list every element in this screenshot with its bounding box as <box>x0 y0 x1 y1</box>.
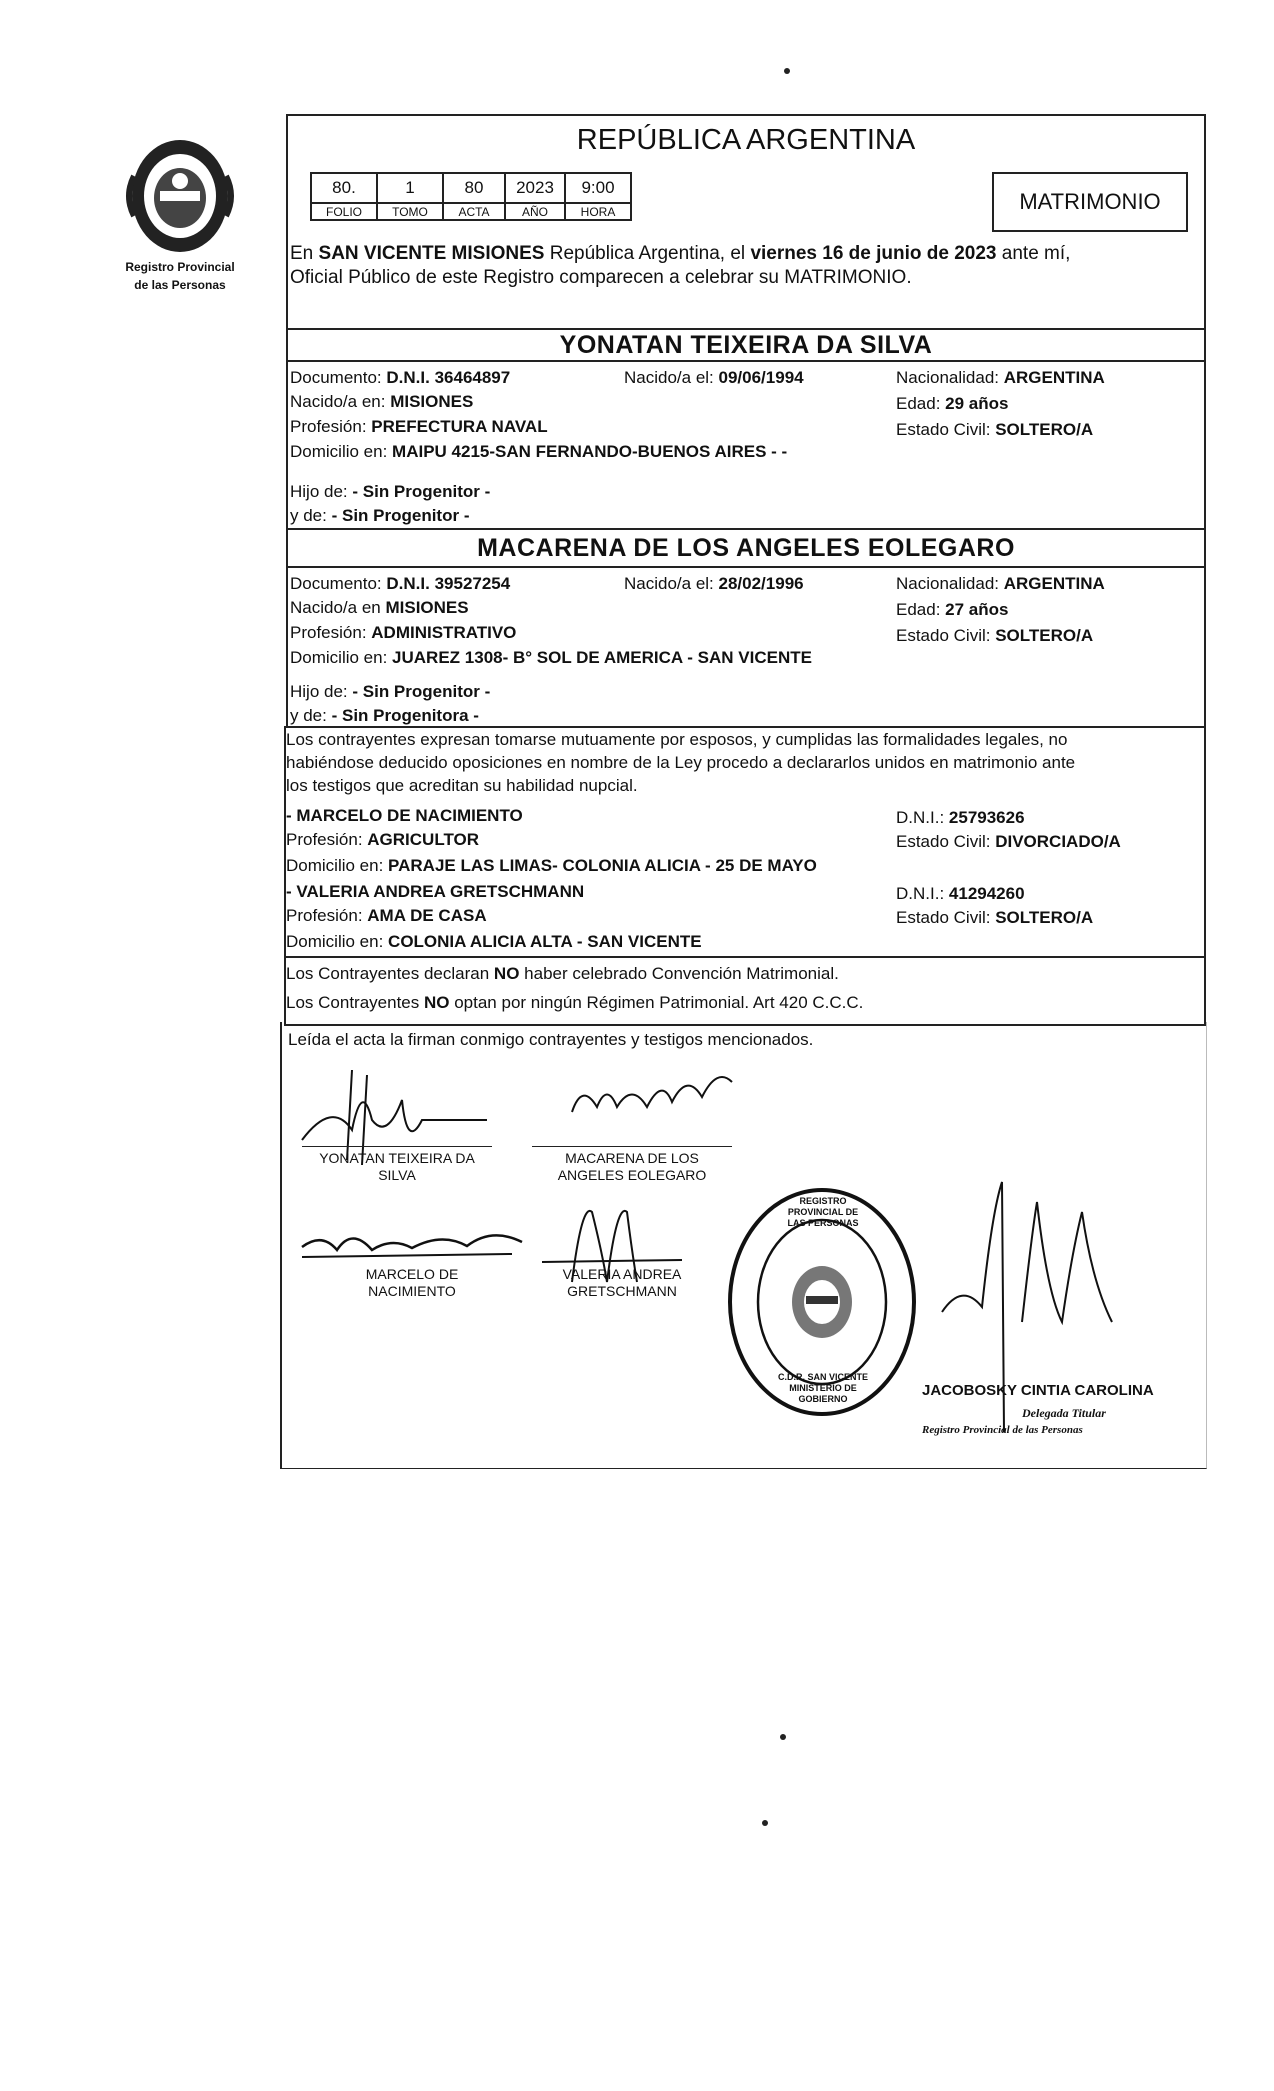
registry-name-line2: de las Personas <box>134 278 226 292</box>
witness2-dni-row: D.N.I.: 41294260 <box>896 884 1025 903</box>
witness1-prof-row: Profesión: AGRICULTOR <box>286 830 480 849</box>
party2-and-row: y de: - Sin Progenitora - <box>290 706 479 725</box>
party1-and-row: y de: - Sin Progenitor - <box>290 506 470 525</box>
header-section <box>286 114 1206 330</box>
registry-logo <box>110 136 250 292</box>
folio-value: 80. <box>311 173 377 203</box>
intro-tail: ante mí, <box>1001 243 1071 264</box>
party1-nat-row: Nacionalidad: ARGENTINA <box>896 368 1105 387</box>
party2-age-row: Edad: 27 años <box>896 600 1009 619</box>
conventions-section <box>284 956 1206 1026</box>
signature-1-line <box>302 1146 492 1147</box>
party2-civil-row: Estado Civil: SOLTERO/A <box>896 626 1094 645</box>
signature-2-line <box>532 1146 732 1147</box>
act-type-box: MATRIMONIO <box>992 172 1188 232</box>
scan-mark <box>762 1820 768 1826</box>
party2-birth-row: Nacido/a el: 28/02/1996 <box>624 574 804 593</box>
party1-born-in-row: Nacido/a en: MISIONES <box>290 392 474 411</box>
closing-text: Leída el acta la firman conmigo contrayentes y testigos mencionados. <box>288 1030 814 1049</box>
signature-area <box>280 1022 1207 1469</box>
declaration-section <box>284 726 1206 958</box>
party2-addr-row: Domicilio en: JUAREZ 1308- B° SOL DE AMERICA - SAN VICENTE <box>290 648 812 667</box>
intro-mid: República Argentina, el <box>549 243 746 264</box>
page-title: REPÚBLICA ARGENTINA <box>576 124 916 156</box>
tomo-label: TOMO <box>377 203 443 220</box>
party1-birth-row: Nacido/a el: 09/06/1994 <box>624 368 804 387</box>
party1-prof-row: Profesión: PREFECTURA NAVAL <box>290 417 548 436</box>
party2-born-in-row: Nacido/a en MISIONES <box>290 598 469 617</box>
party2-prof-row: Profesión: ADMINISTRATIVO <box>290 623 517 642</box>
signature-3-scribble <box>292 1212 532 1272</box>
tomo-value: 1 <box>377 173 443 203</box>
party1-age-row: Edad: 29 años <box>896 394 1009 413</box>
intro-place: SAN VICENTE MISIONES <box>318 243 545 264</box>
intro-paragraph <box>290 242 1200 290</box>
intro-line2: Oficial Público de este Registro comparecen a celebrar su MATRIMONIO. <box>290 267 912 288</box>
signature-3-caption: MARCELO DE NACIMIENTO <box>365 1266 459 1299</box>
hour-value: 9:00 <box>565 173 631 203</box>
party2-nat-row: Nacionalidad: ARGENTINA <box>896 574 1105 593</box>
party1-addr-row: Domicilio en: MAIPU 4215-SAN FERNANDO-BUENOS AIRES - - <box>290 442 788 461</box>
signature-1-caption: YONATAN TEIXEIRA DA SILVA <box>319 1150 475 1183</box>
witness2-addr-row: Domicilio en: COLONIA ALICIA ALTA - SAN VICENTE <box>286 932 702 951</box>
year-value: 2023 <box>505 173 565 203</box>
declaration-line2: habiéndose deducido oposiciones en nombre de la Ley procedo a declararlos unidos en matrimonio ante <box>286 753 1076 772</box>
party1-civil-row: Estado Civil: SOLTERO/A <box>896 420 1094 439</box>
witness1-name: - MARCELO DE NACIMIENTO <box>286 806 523 825</box>
signature-4-caption: VALERIA ANDREA GRETSCHMANN <box>562 1266 682 1299</box>
party2-doc-row: Documento: D.N.I. 39527254 <box>290 574 511 593</box>
acta-label: ACTA <box>443 203 505 220</box>
witness1-addr-row: Domicilio en: PARAJE LAS LIMAS- COLONIA ALICIA - 25 DE MAYO <box>286 856 817 875</box>
party1-details <box>286 360 1206 530</box>
party1-doc-row: Documento: D.N.I. 36464897 <box>290 368 511 387</box>
stamp-text-top: REGISTRO PROVINCIAL DE LAS PERSONAS <box>787 1196 859 1228</box>
official-name: JACOBOSKY CINTIA CAROLINA <box>922 1382 1154 1399</box>
witness2-prof-row: Profesión: AMA DE CASA <box>286 906 487 925</box>
official-office: Registro Provincial de las Personas <box>922 1424 1083 1436</box>
acta-value: 80 <box>443 173 505 203</box>
witness2-name: - VALERIA ANDREA GRETSCHMANN <box>286 882 585 901</box>
party2-name: MACARENA DE LOS ANGELES EOLEGARO <box>477 534 1015 562</box>
party1-name-box <box>286 328 1206 360</box>
year-label: AÑO <box>505 203 565 220</box>
hour-label: HORA <box>565 203 631 220</box>
witness2-civil-row: Estado Civil: SOLTERO/A <box>896 908 1094 927</box>
witness1-dni-row: D.N.I.: 25793626 <box>896 808 1025 827</box>
party1-child-row: Hijo de: - Sin Progenitor - <box>290 482 491 501</box>
folio-label: FOLIO <box>311 203 377 220</box>
official-role: Delegada Titular <box>1022 1406 1106 1420</box>
intro-date: viernes 16 de junio de 2023 <box>750 243 997 264</box>
party1-name: YONATAN TEIXEIRA DA SILVA <box>559 331 933 359</box>
declaration-line3: los testigos que acreditan su habilidad nupcial. <box>286 776 638 795</box>
stamp-text-bottom: C.D.R. SAN VICENTE MINISTERIO DE GOBIERNO <box>778 1372 869 1404</box>
scan-mark <box>784 68 790 74</box>
party2-child-row: Hijo de: - Sin Progenitor - <box>290 682 491 701</box>
scan-mark <box>780 1734 786 1740</box>
witness1-civil-row: Estado Civil: DIVORCIADO/A <box>896 832 1121 851</box>
conventions-line2: Los Contrayentes NO optan por ningún Régimen Patrimonial. Art 420 C.C.C. <box>286 993 864 1012</box>
signature-2-caption: MACARENA DE LOS ANGELES EOLEGARO <box>557 1150 707 1183</box>
registry-name-line1: Registro Provincial <box>125 260 235 274</box>
party2-name-box <box>286 528 1206 566</box>
intro-en: En <box>290 243 314 264</box>
conventions-line1: Los Contrayentes declaran NO haber celebrado Convención Matrimonial. <box>286 964 839 983</box>
provincial-seal-icon <box>120 136 240 256</box>
declaration-line1: Los contrayentes expresan tomarse mutuamente por esposos, y cumplidas las formalidades legales, no <box>286 730 1068 749</box>
party2-details <box>286 566 1206 728</box>
registry-fields-table <box>310 172 632 221</box>
